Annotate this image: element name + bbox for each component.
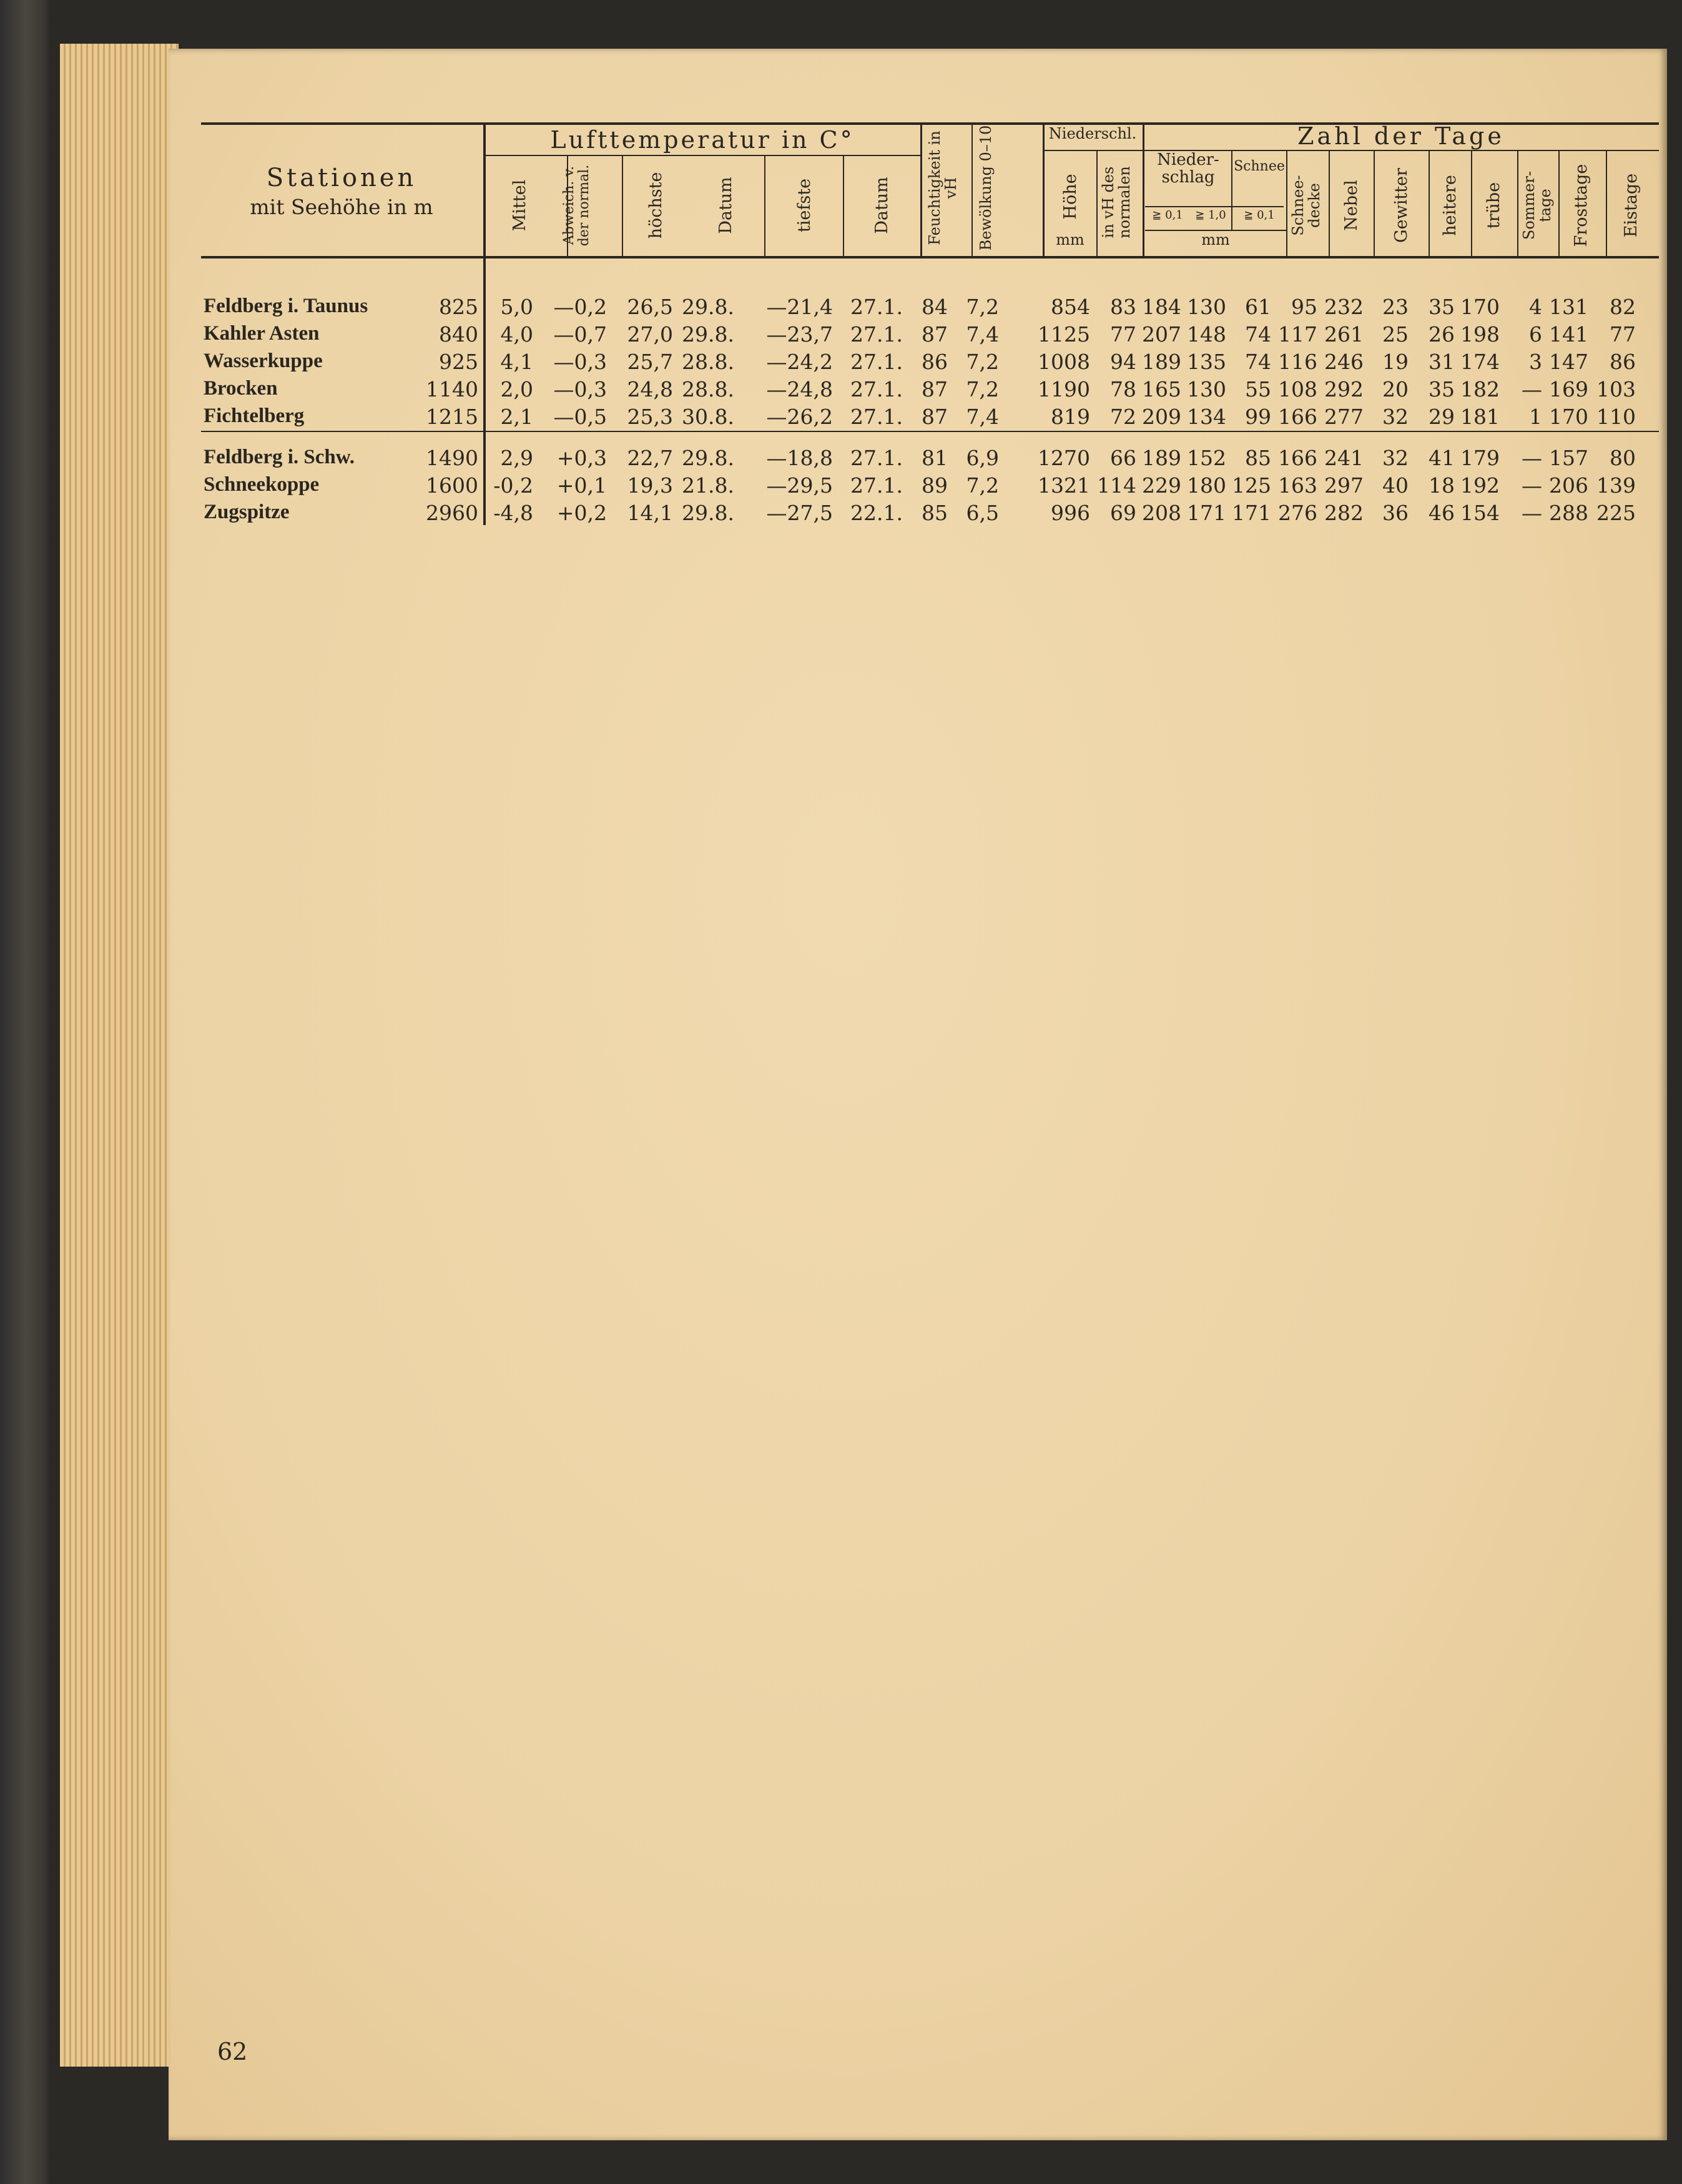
cell-fro: 157 <box>1549 446 1588 470</box>
mm-header: mm <box>1201 231 1230 248</box>
cell-max: 25,3 <box>627 405 673 429</box>
ge10-header: ≧ 1,0 <box>1195 209 1226 222</box>
cell-nvh: 83 <box>1110 295 1136 319</box>
cell-dmax: 29.8. <box>682 295 734 319</box>
cell-bew: 7,2 <box>966 295 999 319</box>
truebe-header: trübe <box>1484 182 1503 229</box>
cell-mittel: -0,2 <box>493 473 533 498</box>
cell-feu: 87 <box>922 377 948 401</box>
cell-s01: 74 <box>1245 350 1271 374</box>
cell-dmax: 30.8. <box>682 405 734 429</box>
cell-dmin: 27.1. <box>850 377 903 401</box>
cell-eis: 139 <box>1596 473 1636 498</box>
group-divider <box>201 431 1659 432</box>
cell-min: —21,4 <box>766 295 833 319</box>
stations-title: Stationen <box>266 164 417 192</box>
cell-nh: 854 <box>1051 295 1090 319</box>
cell-sd: 116 <box>1278 350 1317 374</box>
cell-dmin: 27.1. <box>850 405 903 429</box>
cell-max: 24,8 <box>627 377 673 401</box>
cell-fro: 169 <box>1549 377 1588 401</box>
cell-eis: 77 <box>1610 322 1636 347</box>
cell-bew: 6,9 <box>966 446 999 470</box>
cell-dmax: 29.8. <box>682 322 734 347</box>
cell-neb: 282 <box>1324 501 1364 525</box>
cell-eis: 86 <box>1610 350 1636 374</box>
hoechste-header: höchste <box>646 172 666 239</box>
niederschlag-header: Nieder- schlag <box>1157 150 1219 187</box>
cell-h: 1140 <box>426 377 478 401</box>
cell-abw: —0,2 <box>553 295 607 319</box>
cell-min: —29,5 <box>766 473 833 498</box>
sommertage-header: Sommer- tage <box>1520 170 1554 240</box>
cell-n10: 148 <box>1187 322 1226 347</box>
cell-dmin: 22.1. <box>850 501 903 525</box>
bewoelkung-header: Bewölkung 0–10 <box>977 125 995 251</box>
cell-s01: 171 <box>1232 501 1271 525</box>
cell-som: — <box>1522 446 1542 470</box>
cell-gew: 19 <box>1382 350 1409 374</box>
header-bottom-rule <box>201 256 1659 258</box>
station-name: Schneekoppe <box>204 473 320 496</box>
cell-s01: 85 <box>1245 446 1271 470</box>
cell-n01: 209 <box>1142 405 1181 429</box>
cell-fro: 170 <box>1549 405 1588 429</box>
cell-som: — <box>1522 377 1542 401</box>
col-div <box>1429 151 1430 256</box>
cell-fro: 288 <box>1549 501 1588 525</box>
luft-underline <box>483 155 920 156</box>
cell-h: 2960 <box>426 501 478 525</box>
col-div <box>1606 151 1607 256</box>
col-div <box>1329 151 1330 256</box>
cell-eis: 80 <box>1610 446 1636 470</box>
cell-tru: 179 <box>1460 446 1500 470</box>
cell-fro: 141 <box>1549 322 1588 347</box>
cell-mittel: 4,0 <box>500 322 533 347</box>
cell-hei: 29 <box>1429 405 1455 429</box>
lufttemperatur-header: Lufttemperatur in C° <box>550 126 855 154</box>
stations-subtitle: mit Seehöhe in m <box>250 195 433 219</box>
cell-nvh: 69 <box>1110 501 1136 525</box>
cell-max: 25,7 <box>627 350 673 374</box>
cell-mittel: -4,8 <box>493 501 533 525</box>
cell-nh: 1270 <box>1038 446 1090 470</box>
cell-dmin: 27.1. <box>850 322 903 347</box>
cell-feu: 84 <box>922 295 948 319</box>
sub-underline <box>1145 206 1284 207</box>
cell-abw: +0,3 <box>556 446 607 470</box>
cell-gew: 25 <box>1382 322 1409 347</box>
cell-mittel: 4,1 <box>500 350 533 374</box>
ge01-header: ≧ 0,1 <box>1152 209 1183 222</box>
cell-neb: 277 <box>1324 405 1364 429</box>
eistage-header: Eistage <box>1621 173 1641 238</box>
cell-h: 1490 <box>426 446 478 470</box>
cell-sd: 108 <box>1278 377 1317 401</box>
station-name: Kahler Asten <box>204 322 320 345</box>
cell-s01: 99 <box>1245 405 1271 429</box>
cell-fro: 206 <box>1549 473 1588 498</box>
cell-feu: 89 <box>922 473 948 498</box>
hoehe-header: Höhe <box>1061 174 1080 220</box>
cell-bew: 7,2 <box>966 350 999 374</box>
schnee-header: Schnee <box>1234 159 1285 174</box>
cell-s01: 55 <box>1245 377 1271 401</box>
cell-bew: 7,2 <box>966 473 999 498</box>
cell-neb: 261 <box>1324 322 1364 347</box>
cell-gew: 32 <box>1382 446 1409 470</box>
col-div <box>622 156 623 256</box>
hoehe-unit: mm <box>1056 231 1084 248</box>
cell-dmax: 28.8. <box>682 377 734 401</box>
station-name: Zugspitze <box>204 501 290 523</box>
niederschl-underline <box>1043 150 1143 151</box>
cell-abw: —0,3 <box>553 350 607 374</box>
cell-eis: 225 <box>1596 501 1636 525</box>
cell-hei: 31 <box>1429 350 1455 374</box>
col-div <box>920 122 922 256</box>
cell-bew: 7,4 <box>966 405 999 429</box>
cell-dmin: 27.1. <box>850 473 903 498</box>
cell-n01: 189 <box>1142 446 1181 470</box>
cell-n01: 184 <box>1142 295 1181 319</box>
cell-s01: 61 <box>1245 295 1271 319</box>
cell-fro: 147 <box>1549 350 1588 374</box>
cell-h: 825 <box>439 295 478 319</box>
cell-nvh: 72 <box>1110 405 1136 429</box>
cell-eis: 82 <box>1610 295 1636 319</box>
gewitter-header: Gewitter <box>1392 168 1411 243</box>
cell-gew: 32 <box>1382 405 1409 429</box>
col-div <box>1558 151 1560 256</box>
cell-min: —24,8 <box>766 377 833 401</box>
cell-eis: 110 <box>1596 405 1636 429</box>
mittel-header: Mittel <box>510 179 529 232</box>
col-div <box>764 156 765 256</box>
cell-gew: 23 <box>1382 295 1409 319</box>
station-name: Brocken <box>204 377 278 400</box>
cell-som: 1 <box>1529 405 1542 429</box>
col-div <box>1374 151 1375 256</box>
cell-nvh: 94 <box>1110 350 1136 374</box>
cell-n10: 135 <box>1187 350 1226 374</box>
cell-sd: 95 <box>1291 295 1317 319</box>
cell-n01: 229 <box>1142 473 1181 498</box>
cell-som: — <box>1522 473 1542 498</box>
cell-nvh: 114 <box>1097 473 1136 498</box>
station-name: Wasserkuppe <box>204 350 323 372</box>
cell-n10: 130 <box>1187 377 1226 401</box>
cell-sd: 166 <box>1278 405 1317 429</box>
cell-abw: +0,1 <box>556 473 607 498</box>
cell-neb: 241 <box>1324 446 1364 470</box>
cell-hei: 18 <box>1429 473 1455 498</box>
cell-abw: —0,5 <box>553 405 607 429</box>
cell-neb: 246 <box>1324 350 1364 374</box>
cell-min: —24,2 <box>766 350 833 374</box>
cell-gew: 36 <box>1382 501 1409 525</box>
cell-s01: 74 <box>1245 322 1271 347</box>
cell-bew: 6,5 <box>966 501 999 525</box>
cell-n01: 208 <box>1142 501 1181 525</box>
cell-nh: 1008 <box>1038 350 1090 374</box>
cell-nvh: 77 <box>1110 322 1136 347</box>
heitere-header: heitere <box>1440 175 1460 236</box>
cell-sd: 276 <box>1278 501 1317 525</box>
cell-n10: 134 <box>1187 405 1226 429</box>
cell-som: 4 <box>1529 295 1542 319</box>
cell-h: 1215 <box>426 405 478 429</box>
cell-fro: 131 <box>1549 295 1588 319</box>
cell-abw: —0,3 <box>553 377 607 401</box>
cell-abw: +0,2 <box>556 501 607 525</box>
cell-min: —27,5 <box>766 501 833 525</box>
cell-nvh: 78 <box>1110 377 1136 401</box>
cell-hei: 26 <box>1429 322 1455 347</box>
cell-hei: 46 <box>1429 501 1455 525</box>
cell-dmax: 29.8. <box>682 446 734 470</box>
cell-bew: 7,2 <box>966 377 999 401</box>
cell-abw: —0,7 <box>553 322 607 347</box>
cell-n10: 171 <box>1187 501 1226 525</box>
cell-feu: 86 <box>922 350 948 374</box>
station-name: Feldberg i. Taunus <box>204 295 368 317</box>
station-name: Fichtelberg <box>204 405 305 427</box>
cell-max: 22,7 <box>627 446 673 470</box>
cell-feu: 87 <box>922 405 948 429</box>
feuchtigkeit-header: Feuchtigkeit in vH <box>926 130 960 245</box>
cell-n01: 165 <box>1142 377 1181 401</box>
cell-nh: 819 <box>1051 405 1090 429</box>
cell-tru: 154 <box>1460 501 1500 525</box>
station-name: Feldberg i. Schw. <box>204 446 355 468</box>
cell-hei: 35 <box>1429 295 1455 319</box>
ge01s-header: ≧ 0,1 <box>1244 209 1275 222</box>
cell-h: 840 <box>439 322 478 347</box>
cell-tru: 181 <box>1460 405 1500 429</box>
abweich-header: Abweich. v. der normal. <box>561 164 592 247</box>
col-div <box>971 122 973 256</box>
cell-max: 14,1 <box>627 501 673 525</box>
cell-max: 26,5 <box>627 295 673 319</box>
cell-n10: 180 <box>1187 473 1226 498</box>
cell-dmax: 21.8. <box>682 473 734 498</box>
cell-nh: 996 <box>1051 501 1090 525</box>
cell-mittel: 2,9 <box>500 446 533 470</box>
datum-max-header: Datum <box>716 177 735 234</box>
col-div <box>1517 151 1518 256</box>
cell-n01: 207 <box>1142 322 1181 347</box>
cell-min: —18,8 <box>766 446 833 470</box>
cell-eis: 103 <box>1596 377 1636 401</box>
col-div <box>843 156 844 256</box>
col-div <box>1096 151 1098 256</box>
cell-max: 27,0 <box>627 322 673 347</box>
cell-tru: 170 <box>1460 295 1500 319</box>
cell-neb: 232 <box>1324 295 1364 319</box>
in-vh-header: in vH des normalen <box>1099 166 1133 239</box>
nebel-header: Nebel <box>1342 180 1361 231</box>
cell-h: 925 <box>439 350 478 374</box>
cell-nvh: 66 <box>1110 446 1136 470</box>
cell-max: 19,3 <box>627 473 673 498</box>
cell-tru: 198 <box>1460 322 1500 347</box>
cell-dmin: 27.1. <box>850 446 903 470</box>
page-number: 62 <box>217 2038 248 2065</box>
schneedecke-header: Schnee- decke <box>1289 175 1323 236</box>
cell-feu: 81 <box>922 446 948 470</box>
col-div <box>1143 122 1144 256</box>
tiefste-header: tiefste <box>795 178 814 233</box>
col-div <box>1043 122 1045 256</box>
cell-bew: 7,4 <box>966 322 999 347</box>
cell-n01: 189 <box>1142 350 1181 374</box>
cell-n10: 152 <box>1187 446 1226 470</box>
cell-feu: 87 <box>922 322 948 347</box>
cell-n10: 130 <box>1187 295 1226 319</box>
cell-gew: 20 <box>1382 377 1409 401</box>
cell-som: 6 <box>1529 322 1542 347</box>
col-div <box>1471 151 1472 256</box>
cell-som: 3 <box>1529 350 1542 374</box>
col-div <box>1286 151 1287 256</box>
cell-gew: 40 <box>1382 473 1409 498</box>
cell-sd: 117 <box>1278 322 1317 347</box>
cell-feu: 85 <box>922 501 948 525</box>
cell-min: —26,2 <box>766 405 833 429</box>
cell-h: 1600 <box>426 473 478 498</box>
cell-dmin: 27.1. <box>850 295 903 319</box>
niederschl-header: Niederschl. <box>1048 125 1137 142</box>
cell-s01: 125 <box>1232 473 1271 498</box>
page-edges <box>60 44 179 2067</box>
cell-dmin: 27.1. <box>850 350 903 374</box>
cell-nh: 1190 <box>1038 377 1090 401</box>
cell-sd: 163 <box>1278 473 1317 498</box>
cell-tru: 174 <box>1460 350 1500 374</box>
cell-min: —23,7 <box>766 322 833 347</box>
cell-sd: 166 <box>1278 446 1317 470</box>
cell-neb: 297 <box>1324 473 1364 498</box>
cell-neb: 292 <box>1324 377 1364 401</box>
zahl-der-tage-header: Zahl der Tage <box>1297 122 1505 150</box>
datum-min-header: Datum <box>872 177 892 234</box>
cell-som: — <box>1522 501 1542 525</box>
frosttage-header: Frosttage <box>1571 164 1591 247</box>
cell-nh: 1125 <box>1038 322 1090 347</box>
cell-nh: 1321 <box>1038 473 1090 498</box>
cell-mittel: 5,0 <box>500 295 533 319</box>
cell-mittel: 2,1 <box>500 405 533 429</box>
cell-tru: 192 <box>1460 473 1500 498</box>
cell-dmax: 29.8. <box>682 501 734 525</box>
cell-dmax: 28.8. <box>682 350 734 374</box>
cell-mittel: 2,0 <box>500 377 533 401</box>
cell-hei: 41 <box>1429 446 1455 470</box>
cell-hei: 35 <box>1429 377 1455 401</box>
cell-tru: 182 <box>1460 377 1500 401</box>
